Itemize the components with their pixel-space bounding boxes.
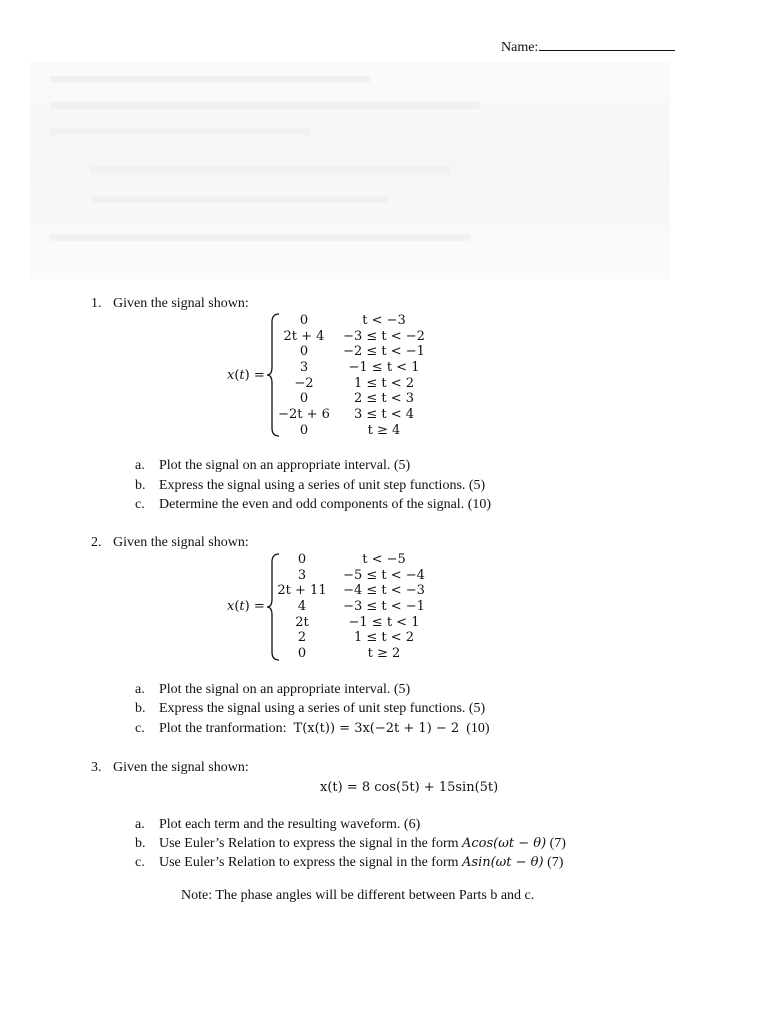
case-value: 0: [299, 344, 309, 360]
question-1-values-column: [272, 313, 336, 439]
question-1-number: 1.: [91, 296, 102, 311]
question-2-prompt: Given the signal shown:: [113, 535, 249, 550]
case-value: 0: [299, 313, 309, 328]
case-condition: −1 ≤ t < 1: [348, 360, 420, 376]
case-condition: −3 ≤ t < −1: [343, 599, 425, 615]
name-blank-line[interactable]: [539, 37, 675, 51]
case-condition: −5 ≤ t < −4: [343, 567, 425, 583]
case-value: 3: [299, 360, 309, 376]
question-3-number: 3.: [91, 760, 102, 775]
question-3-form-sin: Asin(ωt − θ): [462, 855, 544, 870]
question-3-note: Note: The phase angles will be different between Parts b and c.: [181, 888, 535, 903]
case-value: 0: [299, 391, 309, 407]
question-2-lhs: x(t) =: [227, 599, 265, 614]
name-label: Name:: [501, 40, 539, 55]
question-1-prompt: Given the signal shown:: [113, 296, 249, 311]
case-condition: −4 ≤ t < −3: [343, 583, 425, 599]
case-condition: t < −3: [362, 313, 406, 328]
case-condition: −3 ≤ t < −2: [343, 328, 425, 344]
case-value: 4: [297, 599, 307, 615]
case-condition: 1 ≤ t < 2: [353, 630, 415, 646]
question-2-transformation: T(x(t)) = 3x(−2t + 1) − 2: [293, 721, 460, 736]
case-value: −2: [294, 375, 314, 391]
question-1-conditions-column: [336, 313, 432, 439]
name-field[interactable]: [501, 37, 675, 56]
faint-background-region: [30, 62, 670, 280]
question-1-lhs: x(t) =: [227, 368, 265, 383]
question-2-number: 2.: [91, 535, 102, 550]
case-value: 2t + 4: [283, 328, 325, 344]
case-value: −2t + 6: [278, 407, 330, 423]
case-value: 0: [297, 552, 307, 567]
case-value: 0: [299, 422, 309, 438]
question-3-form-cos: Acos(ωt − θ): [462, 836, 547, 851]
case-condition: 1 ≤ t < 2: [353, 375, 415, 391]
case-condition: t ≥ 4: [367, 422, 401, 438]
case-condition: −1 ≤ t < 1: [348, 614, 420, 630]
question-3-equation: x(t) = 8 cos(5t) + 15sin(5t): [320, 780, 499, 795]
case-value: 2t + 11: [277, 583, 327, 599]
case-condition: t ≥ 2: [367, 646, 401, 662]
case-value: 0: [297, 646, 307, 662]
case-value: 2: [297, 630, 307, 646]
case-condition: t < −5: [362, 552, 406, 567]
case-condition: 3 ≤ t < 4: [353, 407, 415, 423]
question-2-conditions-column: [334, 552, 434, 662]
case-value: 2t: [295, 614, 309, 630]
question-3-prompt: Given the signal shown:: [113, 760, 249, 775]
case-value: 3: [297, 567, 307, 583]
case-condition: 2 ≤ t < 3: [353, 391, 415, 407]
case-condition: −2 ≤ t < −1: [343, 344, 425, 360]
question-2-values-column: [274, 552, 330, 662]
